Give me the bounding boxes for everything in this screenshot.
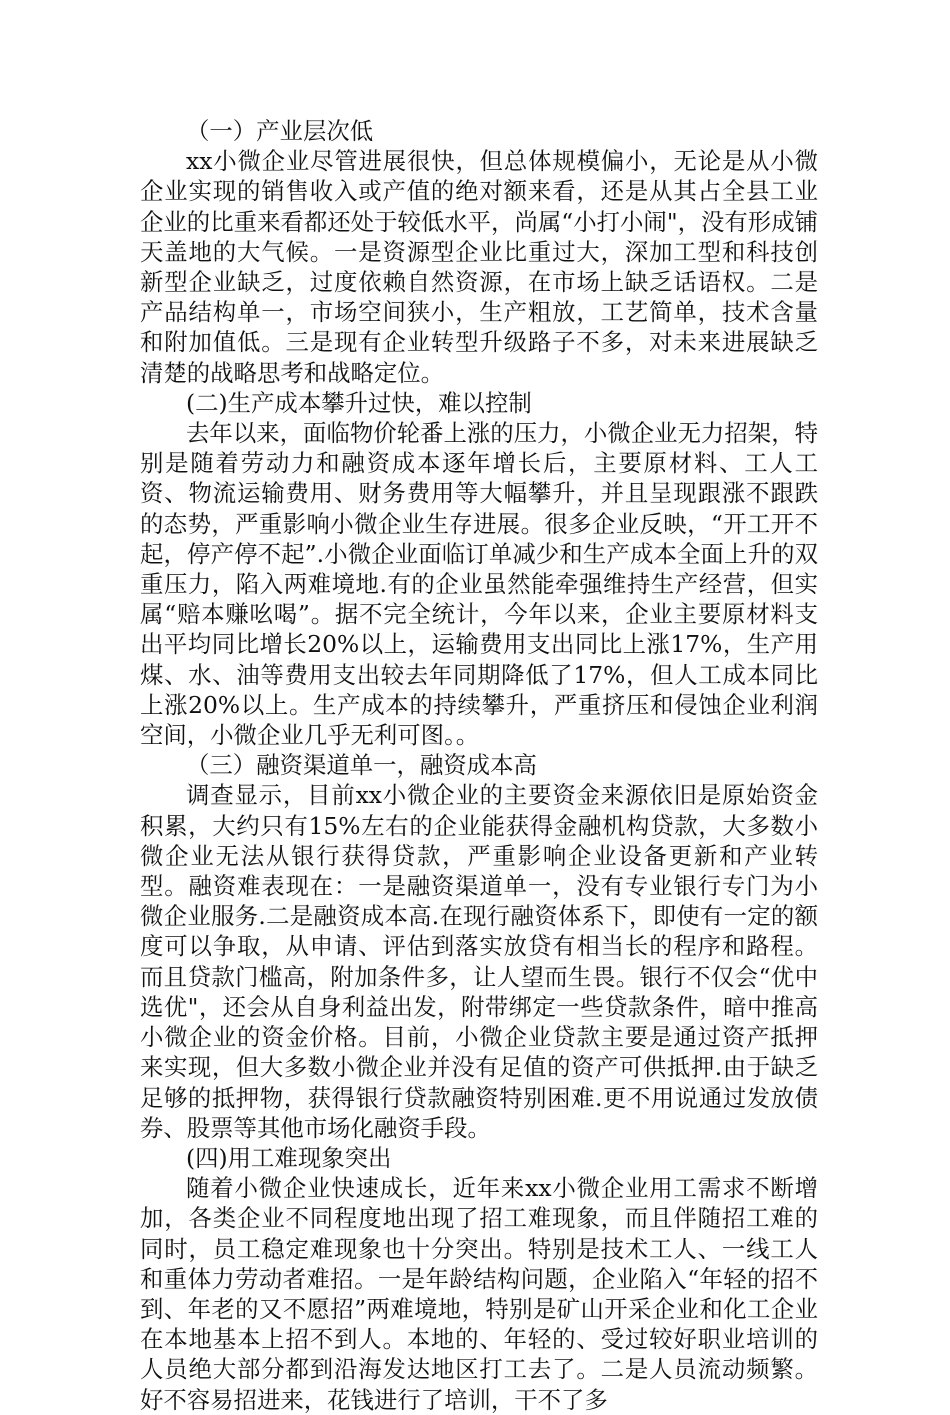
section-paragraph-1: xx小微企业尽管进展很快，但总体规模偏小，无论是从小微企业实现的销售收入或产值的绝对额来看，还是从其占全县工业企业的比重来看都还处于较低水平，尚属“小打小闹"，没有形成铺天盖地的大气候。一是资源型企业比重过大，深加工型和科技创新型企业缺乏，过度依赖自然资源，在市场上缺乏话语权。二是产品结构单一，市场空间狭小，生产粗放，工艺简单，技术含量和附加值低。三是现有企业转型升级路子不多，对未来进展缺乏清楚的战略思考和战略定位。: [140, 147, 818, 387]
section-heading-4: (四)用工难现象突出: [186, 1143, 392, 1172]
section-paragraph-3: 调查显示，目前xx小微企业的主要资金来源依旧是原始资金积累，大约只有15%左右的企业能获得金融机构贷款，大多数小微企业无法从银行获得贷款，严重影响企业设备更新和产业转型。融资难表现在：一是融资渠道单一，没有专业银行专门为小微企业服务.二是融资成本高.在现行融资体系下，即使有一定的额度可以争取，从申请、评估到落实放贷有相当长的程序和路程。而且贷款门槛高，附加条件多，让人望而生畏。银行不仅会“优中选优"，还会从自身利益出发，附带绑定一些贷款条件，暗中推高小微企业的资金价格。目前，小微企业贷款主要是通过资产抵押来实现，但大多数小微企业并没有足值的资产可供抵押.由于缺乏足够的抵押物，获得银行贷款融资特别困难.更不用说通过发放债券、股票等其他市场化融资手段。: [140, 781, 818, 1142]
section-heading-2: (二)生产成本攀升过快，难以控制: [186, 388, 532, 417]
section-heading-3: （三）融资渠道单一，融资成本高: [186, 751, 537, 780]
section-heading-1: （一）产业层次低: [186, 117, 374, 145]
document-body: [140, 116, 818, 1415]
section-paragraph-2: 去年以来，面临物价轮番上涨的压力，小微企业无力招架，特别是随着劳动力和融资成本逐年增长后，主要原材料、工人工资、物流运输费用、财务费用等大幅攀升，并且呈现跟涨不跟跌的态势，严重影响小微企业生存进展。很多企业反映，“开工开不起，停产停不起”.小微企业面临订单减少和生产成本全面上升的双重压力，陷入两难境地.有的企业虽然能牵强维持生产经营，但实属“赔本赚吆喝”。据不完全统计，今年以来，企业主要原材料支出平均同比增长20%以上，运输费用支出同比上涨17%，生产用煤、水、油等费用支出较去年同期降低了17%，但人工成本同比上涨20%以上。生产成本的持续攀升，严重挤压和侵蚀企业利润空间，小微企业几乎无利可图。。: [140, 419, 818, 750]
section-paragraph-4: 随着小微企业快速成长，近年来xx小微企业用工需求不断增加，各类企业不同程度地出现了招工难现象，而且伴随招工难的同时，员工稳定难现象也十分突出。特别是技术工人、一线工人和重体力劳动者难招。一是年龄结构问题，企业陷入“年轻的招不到、年老的又不愿招”两难境地，特别是矿山开采企业和化工企业在本地基本上招不到人。本地的、年轻的、受过较好职业培训的人员绝大部分都到沿海发达地区打工去了。二是人员流动频繁。好不容易招进来，花钱进行了培训，干不了多: [140, 1174, 818, 1414]
